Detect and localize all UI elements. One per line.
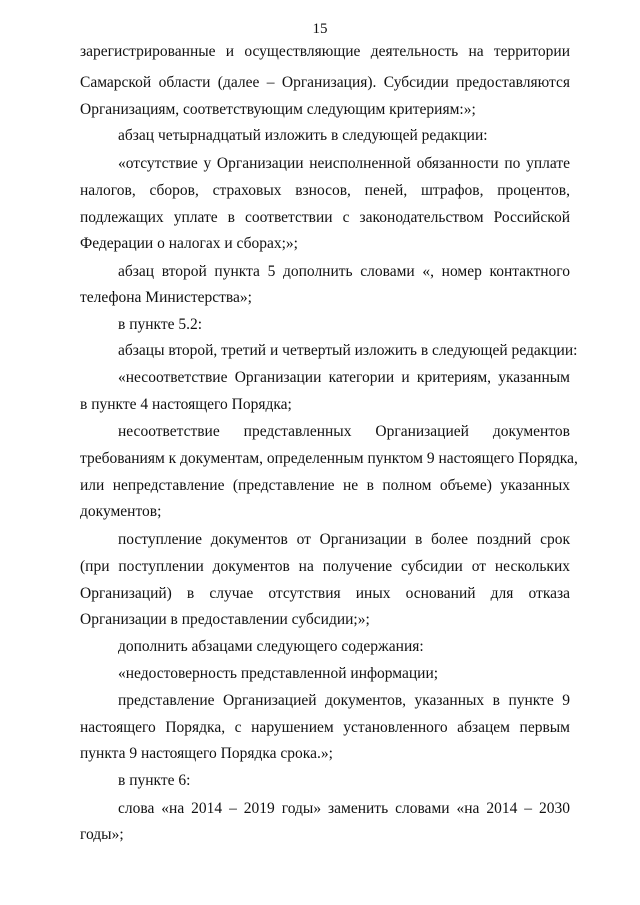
text-line: несоответствие представленных Организацией документов (118, 423, 570, 440)
text-line: абзац четырнадцатый изложить в следующей редакции: (118, 127, 488, 144)
text-line: телефона Министерства»; (80, 289, 252, 306)
text-line: Организациям, соответствующим следующим критериям:»; (80, 101, 476, 118)
text-line: подлежащих уплате в соответствии с законодательством Российской (80, 209, 570, 226)
text-line: в пункте 4 настоящего Порядка; (80, 396, 292, 413)
text-line: слова «на 2014 – 2019 годы» заменить словами «на 2014 – 2030 (118, 800, 570, 817)
text-line: Федерации о налогах и сборах;»; (80, 235, 298, 252)
text-line: налогов, сборов, страховых взносов, пеней, штрафов, процентов, (80, 182, 570, 199)
text-line: абзац второй пункта 5 дополнить словами «, номер контактного (118, 263, 570, 280)
text-line: или непредставление (представление не в полном объеме) указанных (80, 477, 570, 494)
text-line: «недостоверность представленной информации; (118, 665, 439, 682)
page-number: 15 (312, 21, 328, 37)
text-line: представление Организацией документов, указанных в пункте 9 (118, 692, 570, 709)
text-line: зарегистрированные и осуществляющие деятельность на территории (80, 43, 570, 60)
text-line: абзацы второй, третий и четвертый изложить в следующей редакции: (118, 342, 578, 359)
text-line: «отсутствие у Организации неисполненной обязанности по уплате (118, 155, 570, 172)
text-line: требованиям к документам, определенным пунктом 9 настоящего Порядка, (80, 450, 578, 467)
text-line: Самарской области (далее – Организация). Субсидии предоставляются (80, 74, 570, 91)
text-line: документов; (80, 503, 162, 520)
text-line: «несоответствие Организации категории и критериям, указанным (118, 369, 570, 386)
text-line: настоящего Порядка, с нарушением установленного абзацем первым (80, 719, 570, 736)
text-line: годы»; (80, 826, 124, 843)
text-line: дополнить абзацами следующего содержания: (118, 638, 424, 655)
text-line: в пункте 5.2: (118, 316, 203, 333)
text-line: (при поступлении документов на получение субсидии от нескольких (80, 558, 570, 575)
text-line: Организаций) в случае отсутствия иных оснований для отказа (80, 585, 570, 602)
text-line: в пункте 6: (118, 772, 191, 789)
text-line: поступление документов от Организации в более поздний срок (118, 531, 570, 548)
text-line: пункта 9 настоящего Порядка срока.»; (80, 745, 333, 762)
text-line: Организации в предоставлении субсидии;»; (80, 611, 370, 628)
